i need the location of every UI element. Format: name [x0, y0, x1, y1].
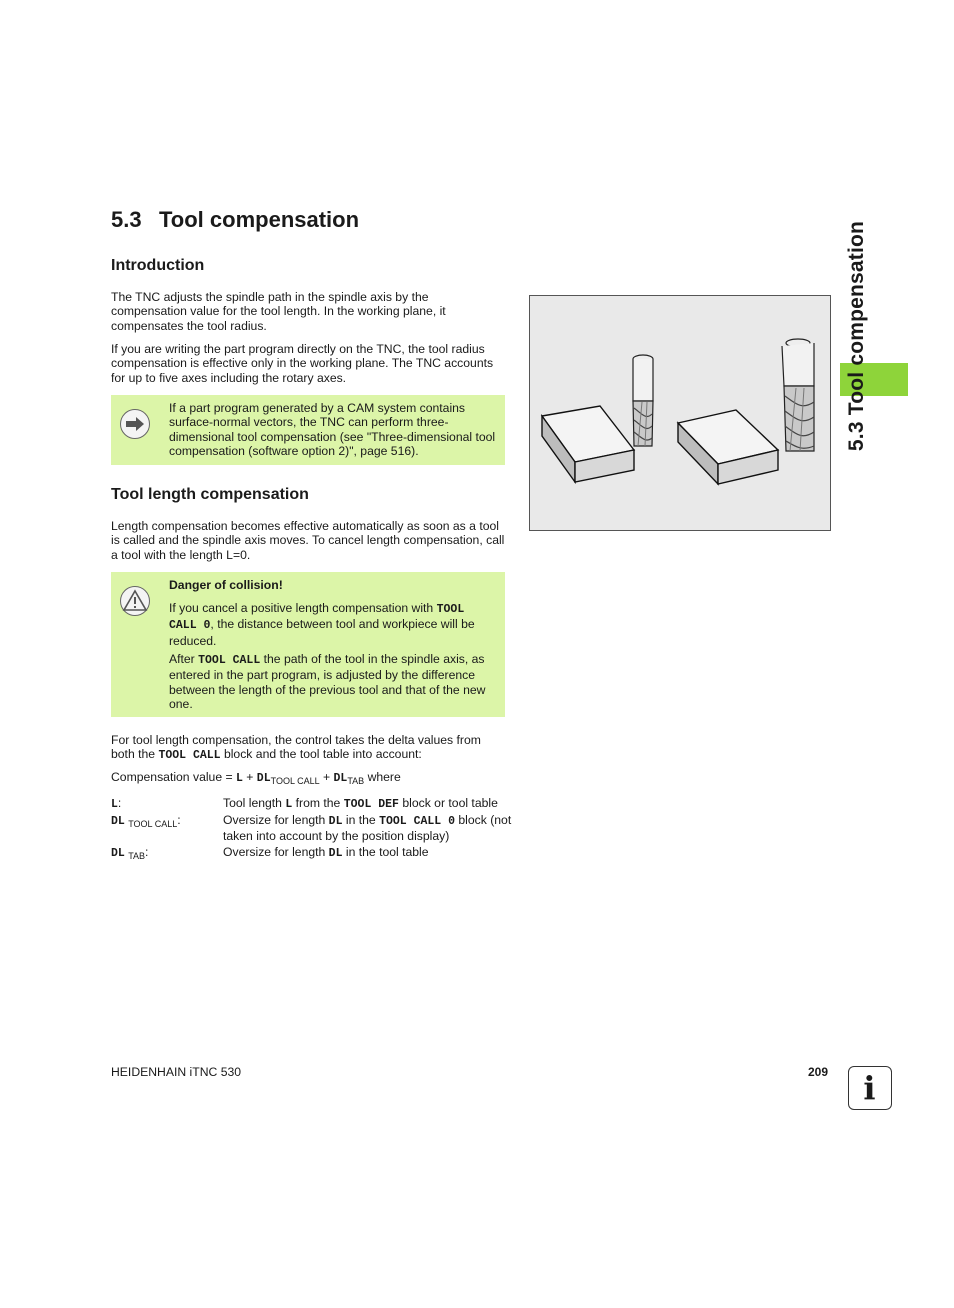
p2-after: block and the tool table into account: [220, 747, 422, 762]
term-code: L [111, 798, 118, 811]
warning-paragraph-1 [169, 601, 497, 648]
definition-row [111, 813, 511, 845]
tool-length-heading: Tool length compensation [111, 486, 309, 503]
definition-term [111, 845, 148, 863]
section-number: 5.3 [111, 207, 142, 232]
info-icon[interactable] [848, 1066, 892, 1110]
workpiece-block-left [542, 406, 634, 482]
formula-sub-1: TOOL CALL [270, 776, 320, 786]
p2-before: For tool length compensation, the control takes the delta values from both the [111, 733, 481, 762]
desc-mid: in the tool table [342, 845, 429, 859]
desc-post: block or tool table [398, 796, 498, 810]
desc-code-1: L [285, 798, 293, 811]
introduction-paragraph-1: The TNC adjusts the spindle path in the spindle axis by the compensation value for the tool length. In the working plane, it compensates the tool radius. [111, 290, 446, 333]
p2-code: TOOL CALL [158, 749, 221, 763]
long-tool [782, 339, 814, 451]
desc-code-1: DL [328, 815, 343, 828]
desc-code-1: DL [328, 847, 343, 860]
section-title [111, 207, 359, 233]
warning-p1-code: TOOL CALL 0 [169, 603, 465, 633]
formula-sub-2: TAB [347, 776, 365, 786]
warning-p1-after: , the distance between tool and workpiece will be reduced. [169, 617, 475, 648]
formula-L: L [236, 772, 243, 785]
compensation-formula [111, 770, 506, 788]
term-code: DL [111, 847, 125, 860]
warning-p2-before: After [169, 652, 199, 666]
warning-title: Danger of collision! [169, 578, 283, 592]
definition-description [223, 796, 513, 812]
desc-pre: Oversize for length [223, 813, 329, 827]
definition-list [111, 796, 511, 862]
side-section-label-text: 5.3 Tool compensation [845, 220, 868, 452]
definition-term [111, 813, 181, 831]
warning-p2-code: TOOL CALL [198, 654, 261, 667]
short-tool [633, 355, 653, 446]
note-box [111, 395, 505, 465]
desc-code-2: TOOL CALL 0 [379, 815, 455, 828]
formula-suffix: where [364, 770, 401, 784]
term-sub: TAB [128, 851, 146, 861]
desc-pre: Oversize for length [223, 845, 329, 859]
warning-triangle-icon [120, 586, 150, 616]
term-colon: : [117, 796, 122, 810]
desc-mid: from the [292, 796, 344, 810]
term-colon: : [145, 845, 149, 859]
formula-plus-2: + [319, 770, 334, 784]
tool-length-paragraph-1: Length compensation becomes effective automatically as soon as a tool is called and the spindle axis moves. To cancel length compensation, call a tool with the length L=0. [111, 519, 505, 562]
definition-row [111, 845, 511, 862]
formula-plus-1: + [242, 770, 257, 784]
page-number: 209 [808, 1065, 829, 1079]
arrow-right-icon [120, 409, 150, 439]
tool-figure [529, 295, 831, 531]
desc-mid: in the [342, 813, 380, 827]
section-title-text: Tool compensation [159, 207, 360, 232]
warning-p1-before: If you cancel a positive length compensation with [169, 601, 437, 615]
workpiece-block-right [678, 410, 778, 484]
desc-code-2: TOOL DEF [343, 798, 399, 811]
term-colon: : [177, 813, 181, 827]
warning-p2-after: the path of the tool in the spindle axis, as entered in the part program, is adjusted by the difference between the length of the previous tool and that of the new one. [169, 652, 486, 711]
warning-paragraph-2 [169, 652, 497, 711]
formula-DL-2: DL [333, 772, 348, 785]
info-icon-letter: i [863, 1069, 876, 1107]
definition-description [223, 813, 513, 844]
side-section-label [832, 214, 882, 458]
desc-post: block (not taken into account by the position display) [223, 813, 512, 844]
introduction-paragraph-2: If you are writing the part program directly on the TNC, the tool radius compensation is effective only in the working plane. The TNC accounts for up to five axes including the rotary axes. [111, 342, 494, 385]
note-text: If a part program generated by a CAM system contains surface-normal vectors, the TNC can perform three-dimensional tool compensation (see "Three-dimensional tool compensation (software option 2)", page 516). [169, 401, 496, 458]
formula-DL-1: DL [256, 772, 271, 785]
introduction-heading: Introduction [111, 257, 205, 274]
desc-pre: Tool length [223, 796, 286, 810]
tool-length-paragraph-2 [111, 733, 506, 764]
definition-term [111, 796, 121, 812]
footer-product: HEIDENHAIN iTNC 530 [111, 1065, 242, 1079]
term-code: DL [111, 815, 125, 828]
definition-row [111, 796, 511, 813]
definition-description [223, 845, 513, 861]
term-sub: TOOL CALL [128, 819, 178, 829]
warning-box [111, 572, 505, 717]
formula-prefix: Compensation value = [111, 770, 236, 784]
